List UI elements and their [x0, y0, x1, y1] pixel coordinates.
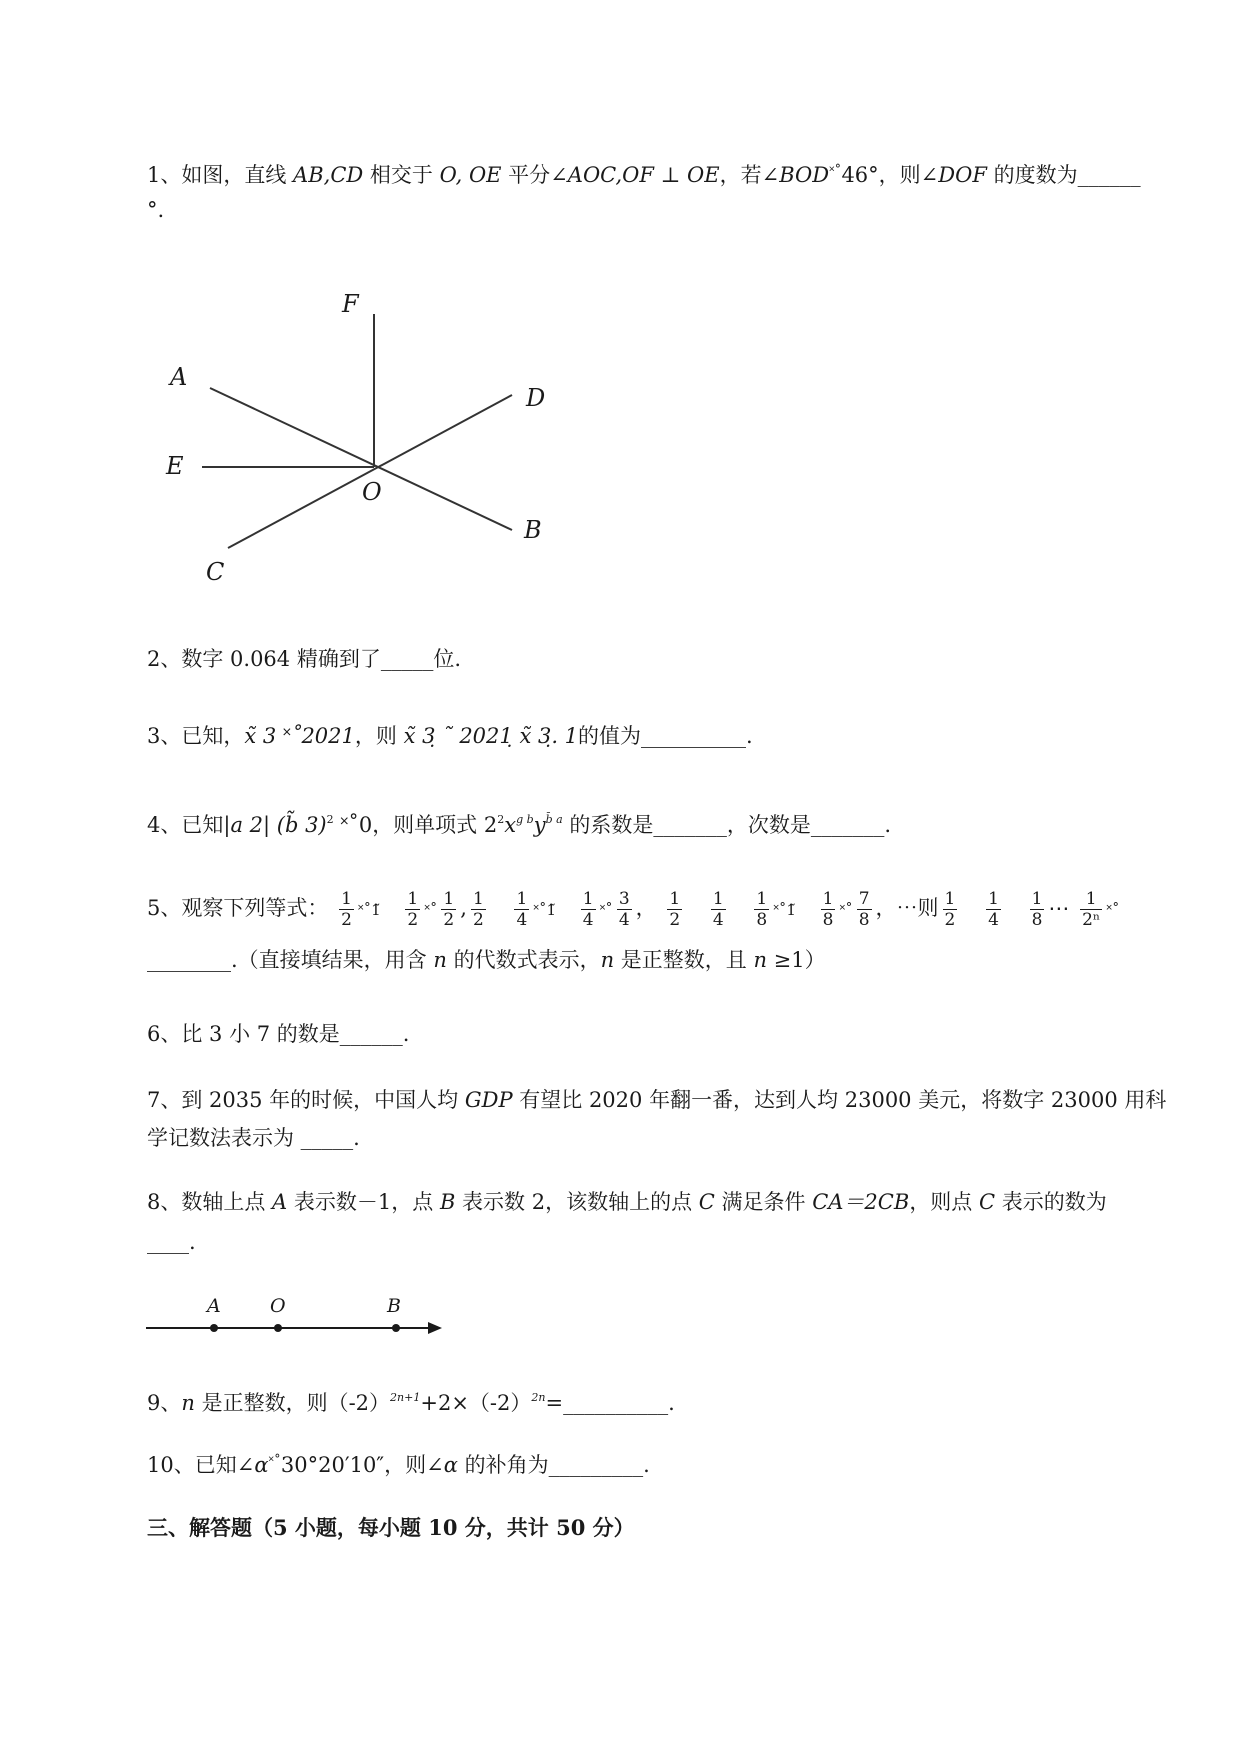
- fraction: $\frac{1}{2}$: [341, 889, 352, 930]
- question-1-line-2: °.: [147, 198, 165, 222]
- question-7-line-1: 7、到 2035 年的时候，中国人均 GDP 有望比 2020 年翻一番，达到人均 23000 美元，将数字 23000 用科: [147, 1088, 1167, 1112]
- label-d: D: [526, 384, 546, 412]
- math-dof: ∠DOF: [920, 163, 987, 187]
- line-ab: [210, 388, 512, 530]
- point-o: [274, 1324, 282, 1332]
- point-a: [210, 1324, 218, 1332]
- gdp-term: GDP: [464, 1088, 513, 1112]
- monomial: $2^2x^{g b}y^{b̄ a}$: [483, 813, 563, 837]
- fraction: $\frac{7}{8}$: [858, 889, 870, 930]
- fraction: $\frac{1}{8}$: [822, 889, 834, 930]
- question-5-line-1: 5、观察下列等式： $\frac{1}{2}$ ˟˚1̃ $\frac{1}{2}$ ˟˚ $\frac{1}{2}$ , $\frac{1}{2}$ $\frac{1}{4}$ ˟˚1̃ $\frac{1}{4}$ ˟˚ $\frac{3}{4}$ ， $\frac{1}{2}$ $\frac{1}{4}$ $\frac{1}{8}$ ˟˚1̃ $\frac{1}{8}$ ˟˚ $\frac{7}{8}$ ，⋯则 $\frac{1}{2}$ $\frac{1}{4}$ $\frac{1}{8}$ ⋯ $\frac{1}{\text{2ⁿ}}$ ˟˚: [147, 889, 1120, 930]
- question-8-line-2: ____.: [147, 1230, 196, 1254]
- math-bod: ∠BOD: [761, 163, 830, 187]
- question-4: 4、已知|a 2| (b̃ 3)$^2$ ˟˚0，则单项式 $2^2x^{g b}y^{b̄ a}$ 的系数是_______，次数是_______.: [147, 813, 892, 837]
- label-b: B: [524, 516, 542, 544]
- number-line-diagram: [140, 1290, 460, 1350]
- question-1-line-1: 1、如图，直线 AB,CD 相交于 O, OE 平分∠AOC,OF ⊥ OE，若∠BOD˟˚46°，则∠DOF 的度数为______: [147, 163, 1141, 187]
- fraction: $\frac{1}{2}$: [669, 889, 681, 930]
- label-o: O: [270, 1295, 286, 1317]
- question-10: 10、已知∠α˟˚30°20′10″，则∠α 的补角为_________.: [147, 1453, 650, 1477]
- fraction: $\frac{1}{2}$: [443, 889, 455, 930]
- fraction: $\frac{3}{4}$: [618, 889, 630, 930]
- angle-value: 46°: [841, 163, 879, 187]
- angle-value: 30°20′10″: [280, 1453, 385, 1477]
- figure-1-angles-diagram: [150, 280, 570, 590]
- label-a: A: [170, 363, 188, 391]
- point-b: [392, 1324, 400, 1332]
- question-7-line-2: 学记数法表示为 _____.: [147, 1126, 360, 1150]
- condition-expression: x̃ 3 ˟˚2021: [244, 724, 355, 748]
- question-2: 2、数字 0.064 精确到了_____位.: [147, 647, 462, 671]
- question-9: 9、n 是正整数，则$(-2)^{2n+1}+2\times(-2)^{2n}=\_\_\_\_\_\_\_\_\_\_$.: [147, 1391, 675, 1415]
- fraction: $\frac{1}{\text{2ⁿ}}$: [1082, 889, 1101, 930]
- fraction: $\frac{1}{4}$: [712, 889, 724, 930]
- fraction: $\frac{1}{8}$: [1031, 889, 1043, 930]
- math-aoc: ∠AOC,OF ⊥ OE: [550, 163, 720, 187]
- label-c: C: [206, 558, 225, 586]
- fraction: $\frac{1}{4}$: [988, 889, 999, 930]
- condition-expression: |a 2| (b̃ 3): [223, 813, 327, 837]
- math-o: O,: [439, 163, 463, 187]
- condition: CA＝2CB: [812, 1190, 910, 1214]
- arrowhead: [428, 1322, 442, 1334]
- line-cd: [228, 395, 512, 548]
- garbled-equals: ˟˚: [829, 164, 842, 180]
- label-o: O: [362, 478, 382, 506]
- section-3-heading: 三、解答题（5 小题，每小题 10 分，共计 50 分）: [147, 1515, 635, 1540]
- math-ab-cd: AB,CD: [293, 163, 364, 187]
- question-3: 3、已知，x̃ 3 ˟˚2021，则 x̃ 3̣ ˜ 2021̣ x̃ 3̣. 1的值为__________.: [147, 724, 753, 748]
- fraction: $\frac{1}{8}$: [756, 889, 768, 930]
- label-b: B: [387, 1295, 401, 1317]
- question-5-line-2: ________.（直接填结果，用含 n 的代数式表示，n 是正整数，且 n ≥1）: [147, 948, 826, 972]
- question-6: 6、比 3 小 7 的数是______.: [147, 1022, 410, 1046]
- question-8-line-1: 8、数轴上点 A 表示数－1，点 B 表示数 2，该数轴上的点 C 满足条件 CA＝2CB，则点 C 表示的数为: [147, 1190, 1107, 1214]
- fraction: $\frac{1}{4}$: [582, 889, 594, 930]
- fraction: $\frac{1}{4}$: [516, 889, 528, 930]
- fraction: $\frac{1}{2}$: [944, 889, 956, 930]
- label-a: A: [207, 1295, 221, 1317]
- fraction: $\frac{1}{2}$: [407, 889, 419, 930]
- label-f: F: [342, 290, 359, 318]
- math-oe: OE: [468, 163, 502, 187]
- fraction: $\frac{1}{2}$: [472, 889, 484, 930]
- target-expression: x̃ 3̣ ˜ 2021̣ x̃ 3̣. 1: [403, 724, 579, 748]
- label-e: E: [166, 452, 184, 480]
